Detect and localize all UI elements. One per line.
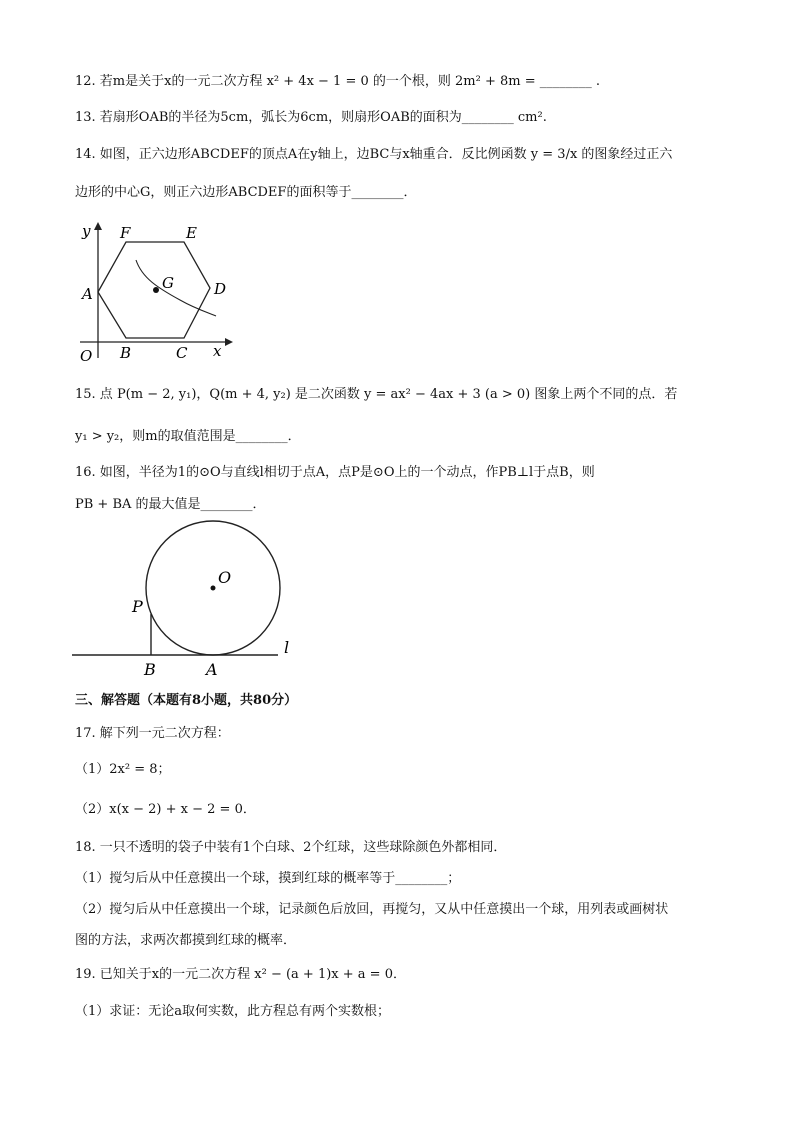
label-b: B [144, 660, 156, 679]
y-axis-arrow [94, 222, 102, 230]
label-b: B [120, 344, 132, 362]
label-f: F [120, 224, 131, 242]
question-18: 18. 一只不透明的袋子中装有1个白球、2个红球，这些球除颜色外都相同． [75, 840, 507, 855]
label-d: D [214, 280, 227, 298]
question-18-part-2-line-2: 图的方法，求两次都摸到红球的概率． [75, 933, 297, 948]
hyperbola-curve [136, 260, 216, 316]
question-16-line-2: PB + BA 的最大值是________． [75, 497, 266, 512]
circle-figure [70, 516, 310, 681]
label-c: C [176, 344, 188, 362]
label-a: A [82, 285, 93, 303]
question-16-line-1: 16. 如图，半径为1的⊙O与直线l相切于点A，点P是⊙O上的一个动点，作PB⊥l于点B，则 [75, 465, 595, 480]
label-g: G [162, 274, 174, 292]
label-l: l [284, 638, 290, 657]
question-12: 12. 若m是关于x的一元二次方程 x² + 4x − 1 = 0 的一个根，则 2m² + 8m = ________ . [75, 74, 601, 89]
question-14-line-1: 14. 如图，正六边形ABCDEF的顶点A在y轴上，边BC与x轴重合．反比例函数 y = 3/x 的图象经过正六 [75, 147, 673, 162]
label-y: y [82, 222, 91, 240]
center-point-o [211, 586, 216, 591]
question-18-part-1: （1）搅匀后从中任意摸出一个球，摸到红球的概率等于________； [75, 871, 461, 886]
label-o: O [80, 347, 93, 365]
question-19: 19. 已知关于x的一元二次方程 x² − (a + 1)x + a = 0． [75, 967, 406, 982]
hexagon-figure [70, 218, 240, 368]
label-a: A [206, 660, 218, 679]
question-17: 17. 解下列一元二次方程： [75, 726, 230, 741]
question-13: 13. 若扇形OAB的半径为5cm，弧长为6cm，则扇形OAB的面积为________ cm². [75, 110, 547, 125]
question-15-line-1: 15. 点 P(m − 2, y₁)，Q(m + 4, y₂) 是二次函数 y = ax² − 4ax + 3 (a > 0) 图象上两个不同的点．若 [75, 387, 678, 402]
label-x: x [213, 342, 222, 360]
label-e: E [186, 224, 197, 242]
question-18-part-2-line-1: （2）搅匀后从中任意摸出一个球，记录颜色后放回，再搅匀，又从中任意摸出一个球，用列表或画树状 [75, 902, 669, 917]
question-17-part-2: （2）x(x − 2) + x − 2 = 0． [75, 802, 256, 817]
question-15-line-2: y₁ > y₂，则m的取值范围是________． [75, 429, 301, 444]
center-point-g [153, 287, 159, 293]
question-14-line-2: 边形的中心G，则正六边形ABCDEF的面积等于________． [75, 185, 417, 200]
label-o: O [218, 568, 232, 587]
x-axis-arrow [225, 338, 233, 346]
question-19-part-1: （1）求证：无论a取何实数，此方程总有两个实数根； [75, 1004, 391, 1019]
label-p: P [132, 597, 143, 616]
question-17-part-1: （1）2x² = 8； [75, 762, 171, 777]
section-3-heading: 三、解答题（本题有8小题，共80分） [75, 693, 298, 708]
